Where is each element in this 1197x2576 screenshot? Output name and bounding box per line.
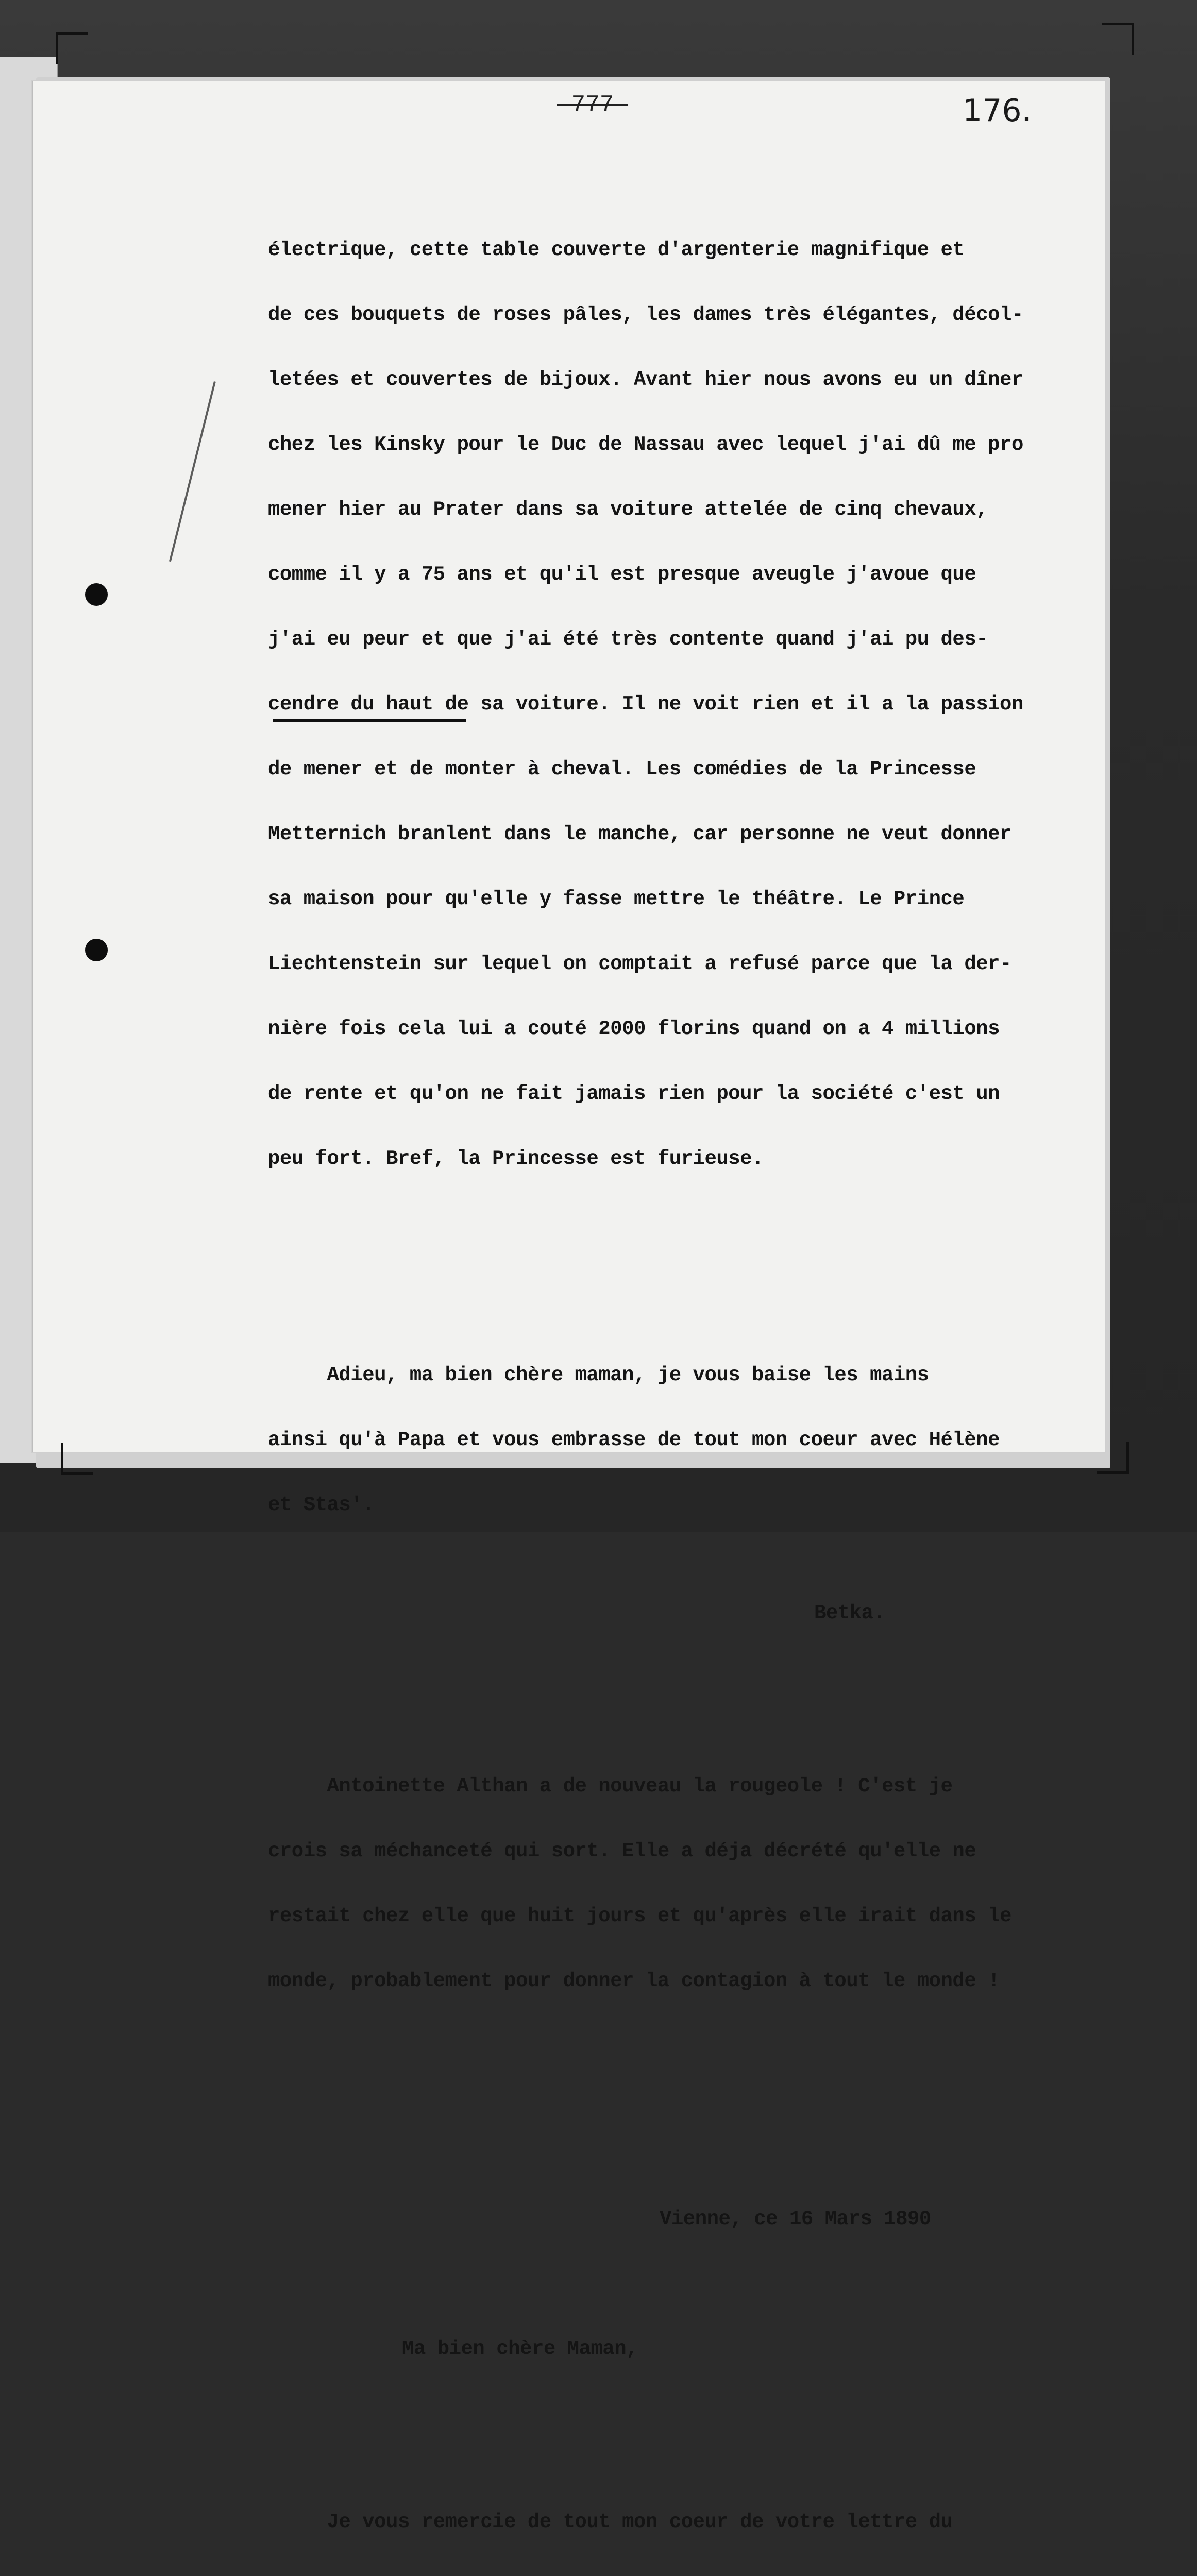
crop-mark-bottom-left <box>61 1443 93 1475</box>
punch-hole-lower <box>85 939 108 961</box>
letter-text <box>268 152 1103 2576</box>
text-line: cendre du haut de sa voiture. Il ne voit rien et il a la passion <box>268 693 1023 716</box>
text-line: letées et couvertes de bijoux. Avant hier nous avons eu un dîner <box>268 368 1023 391</box>
text-line: mener hier au Prater dans sa voiture attelée de cinq chevaux, <box>268 498 988 521</box>
text-line: électrique, cette table couverte d'argenterie magnifique et <box>268 239 965 261</box>
text-line: monde, probablement pour donner la contagion à tout le monde ! <box>268 1970 1000 1992</box>
letter2-salutation: Ma bien chère Maman, <box>402 2337 638 2360</box>
text-line: Antoinette Althan a de nouveau la rougeole ! C'est je <box>268 1775 953 1798</box>
text-line: de mener et de monter à cheval. Les comédies de la Princesse <box>268 758 976 781</box>
text-line: Adieu, ma bien chère maman, je vous baise les mains <box>268 1364 929 1386</box>
letter1-body <box>268 196 1103 1213</box>
crop-mark-top-left <box>56 32 88 64</box>
text-line: restait chez elle que huit jours et qu'après elle irait dans le <box>268 1905 1011 1927</box>
text-line: sa maison pour qu'elle y fasse mettre le théâtre. Le Prince <box>268 888 965 910</box>
text-line: comme il y a 75 ans et qu'il est presque aveugle j'avoue que <box>268 563 976 586</box>
text-line: et Stas'. <box>268 1494 375 1516</box>
crop-mark-top-right <box>1102 23 1134 55</box>
letter2-dateline: Vienne, ce 16 Mars 1890 <box>660 2208 931 2230</box>
text-line: nière fois cela lui a couté 2000 florins quand on a 4 millions <box>268 1018 1000 1040</box>
old-folio-number: -777- <box>557 92 629 118</box>
text-line: de rente et qu'on ne fait jamais rien pour la société c'est un <box>268 1082 1000 1105</box>
postscript <box>268 1732 1103 2035</box>
letter1-signature: Betka. <box>814 1602 885 1624</box>
text-line: Liechtenstein sur lequel on comptait a refusé parce que la der- <box>268 953 1011 975</box>
text-line: ainsi qu'à Papa et vous embrasse de tout mon coeur avec Hélène <box>268 1429 1000 1451</box>
text-line: j'ai eu peur et que j'ai été très contente quand j'ai pu des- <box>268 628 988 651</box>
letter2-body <box>268 2468 1103 2576</box>
text-line: de ces bouquets de roses pâles, les dames très élégantes, décol- <box>268 303 1023 326</box>
punch-hole-upper <box>85 583 108 606</box>
folio-number: 176. <box>963 93 1032 129</box>
text-line: crois sa méchanceté qui sort. Elle a déja décrété qu'elle ne <box>268 1840 976 1862</box>
text-line: Je vous remercie de tout mon coeur de votre lettre du <box>268 2511 953 2533</box>
text-line: Metternich branlent dans le manche, car personne ne veut donner <box>268 823 1011 845</box>
letter1-closing <box>268 1321 1103 1559</box>
text-line: peu fort. Bref, la Princesse est furieuse. <box>268 1147 764 1170</box>
text-line: chez les Kinsky pour le Duc de Nassau avec lequel j'ai dû me pro <box>268 433 1023 456</box>
